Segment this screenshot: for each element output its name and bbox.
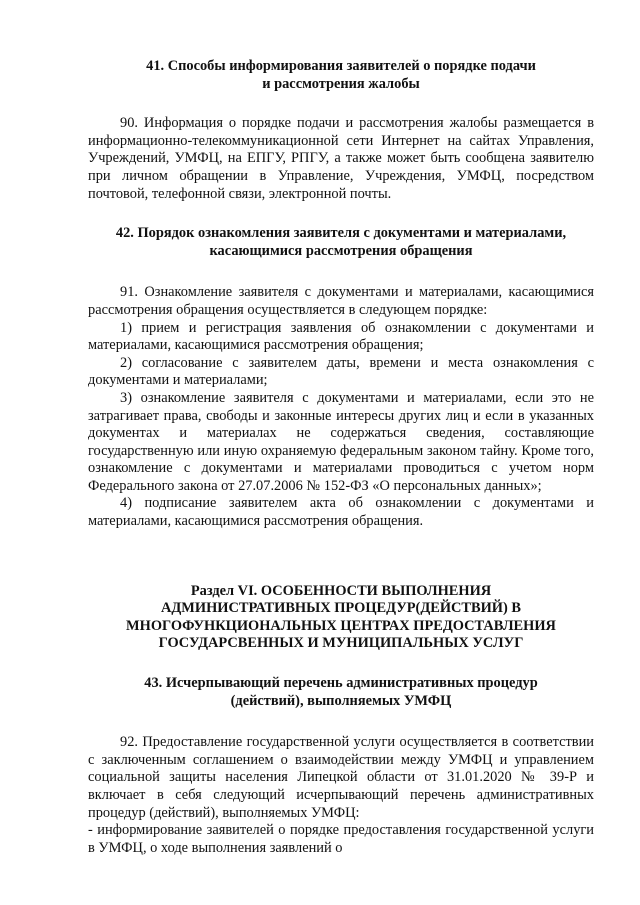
list-item-91-2: 2) согласование с заявителем даты, времени и места ознакомления с документами и материалами; xyxy=(88,354,594,389)
heading-41-line2: и рассмотрения жалобы xyxy=(262,75,420,92)
section-6-line3: МНОГОФУНКЦИОНАЛЬНЫХ ЦЕНТРАХ ПРЕДОСТАВЛЕНИЯ xyxy=(126,617,556,634)
list-item-91-4: 4) подписание заявителем акта об ознакомлении с документами и материалами, касающимися рассмотрения обращения. xyxy=(88,495,594,530)
heading-42-line1: 42. Порядок ознакомления заявителя с документами и материалами, xyxy=(115,225,567,242)
heading-43-line1: 43. Исчерпывающий перечень административных процедур xyxy=(144,675,538,692)
paragraph-91: 91. Ознакомление заявителя с документами и материалами, касающимися рассмотрения обращения осуществляется в следующем порядке: xyxy=(88,284,594,318)
list-item-91-1: 1) прием и регистрация заявления об ознакомлении с документами и материалами, касающимися рассмотрения обращения; xyxy=(88,319,594,354)
section-6-line2: АДМИНИСТРАТИВНЫХ ПРОЦЕДУР(ДЕЙСТВИЙ) В xyxy=(161,600,521,617)
heading-43-line2: (действий), выполняемых УМФЦ xyxy=(230,692,452,709)
heading-41 xyxy=(88,58,594,93)
section-6-line4: ГОСУДАРСВЕННЫХ И МУНИЦИПАЛЬНЫХ УСЛУГ xyxy=(158,635,524,652)
heading-42 xyxy=(88,225,594,260)
section-6-title xyxy=(88,583,594,653)
heading-42-line2: касающимися рассмотрения обращения xyxy=(209,242,473,259)
section-6-line1: Раздел VI. ОСОБЕННОСТИ ВЫПОЛНЕНИЯ xyxy=(190,582,492,599)
paragraph-92: 92. Предоставление государственной услуги осуществляется в соответствии с заключенным соглашением о взаимодействии между УМФЦ и управлением социальной защиты населения Липецкой области от 31.01.2020 № 39-Р и включает в себя следующий исчерпывающий перечень административных процедур (действий), выполняемых УМФЦ: xyxy=(88,734,594,821)
heading-41-line1: 41. Способы информирования заявителей о порядке подачи xyxy=(146,58,536,74)
paragraph-92-item-1: - информирование заявителей о порядке предоставления государственной услуги в УМФЦ, о ходе выполнения заявлений о xyxy=(88,822,594,856)
heading-43 xyxy=(88,675,594,710)
paragraph-90: 90. Информация о порядке подачи и рассмотрения жалобы размещается в информационно-телекоммуникационной сети Интернет на сайтах Управления, Учреждений, УМФЦ, на ЕПГУ, РПГУ, а также может быть сообщена заявителю при личном обращении в Управление, Учреждения, УМФЦ, посредством почтовой, телефонной связи, электронной почты. xyxy=(88,115,594,202)
list-item-91-3: 3) ознакомление заявителя с документами и материалами, если это не затрагивает права, свободы и законные интересы других лиц и если в указанных документах и материалах не содержаться сведения, составляющие государственную или иную охраняемую федеральным законом тайну. Кроме того, ознакомление с документами и материалами проводиться с учетом норм Федерального закона от 27.07.2006 № 152-ФЗ «О персональных данных»; xyxy=(88,389,594,494)
